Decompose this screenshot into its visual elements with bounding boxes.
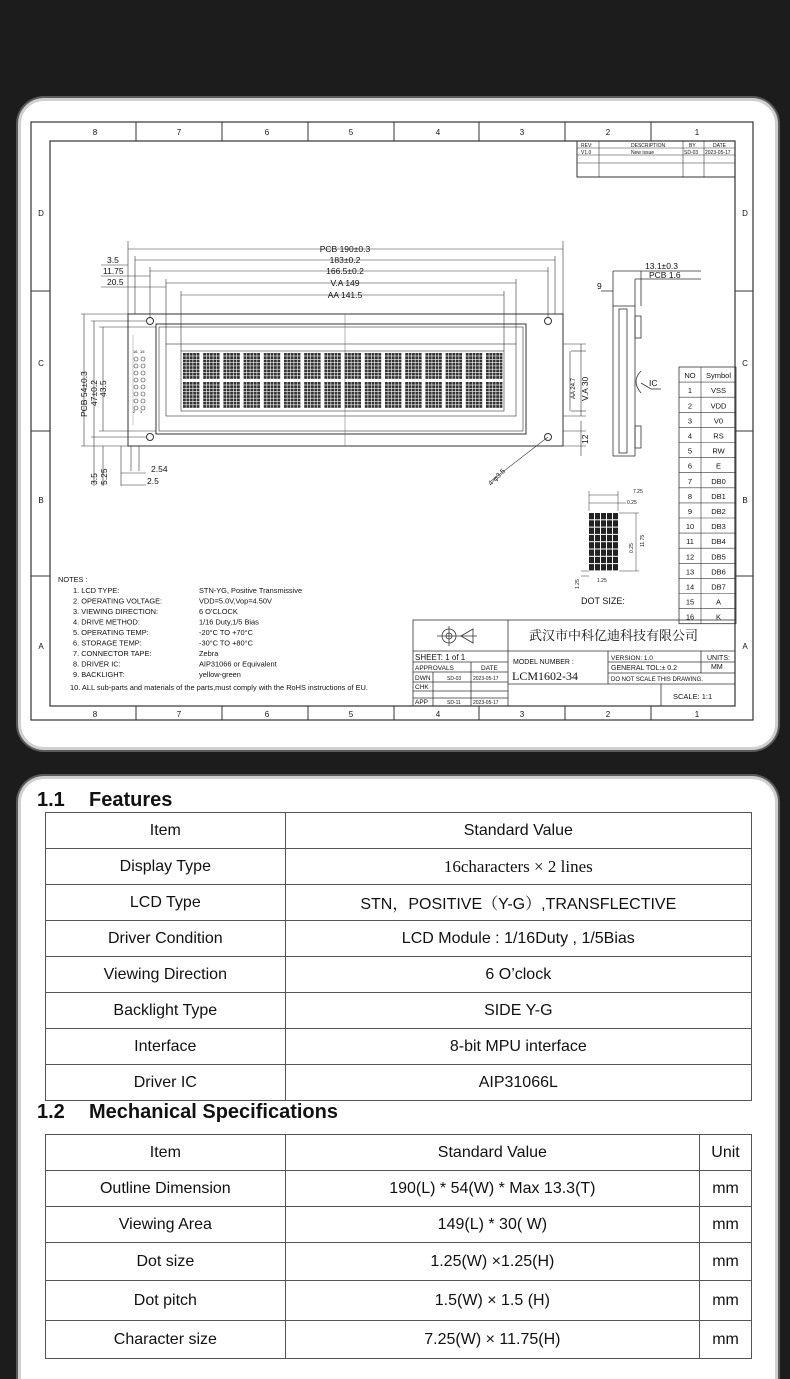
table-row bbox=[46, 1065, 752, 1101]
border-col-bottom: 8 bbox=[92, 710, 98, 719]
pin-symbol: VDD bbox=[710, 401, 727, 411]
pin-no: 2 bbox=[687, 401, 693, 411]
dot-size-v: 1.25 bbox=[575, 579, 581, 589]
note-rohs: 10. ALL sub-parts and materials of the parts,must comply with the RoHS instructions of EU. bbox=[70, 683, 368, 692]
pin-symbol: A bbox=[715, 597, 722, 607]
item-cell: Viewing Direction bbox=[46, 957, 286, 993]
table-row bbox=[46, 849, 752, 885]
table-row bbox=[46, 1321, 752, 1359]
item-cell: Dot size bbox=[46, 1243, 286, 1281]
value-cell: 190(L) * 54(W) * Max 13.3(T) bbox=[285, 1171, 699, 1207]
dim-3-5-bottom: 3.5 bbox=[89, 473, 99, 485]
header-cell: Item bbox=[46, 1135, 286, 1171]
dot-size-h: 1.25 bbox=[597, 578, 607, 584]
value-cell: STN，POSITIVE（Y-G）,TRANSFLECTIVE bbox=[285, 885, 751, 921]
value-cell: mm bbox=[700, 1171, 752, 1207]
header-cell: Item bbox=[46, 813, 286, 849]
pin1-label: 1 bbox=[140, 409, 143, 414]
item-cell: Dot pitch bbox=[46, 1281, 286, 1321]
company-name: 武汉市中科亿迪科技有限公司 bbox=[529, 628, 699, 643]
app-date: 2023-05-17 bbox=[473, 700, 499, 706]
table-row bbox=[46, 1207, 752, 1243]
dim-9: 9 bbox=[597, 281, 602, 291]
pin-symbol: DB1 bbox=[711, 491, 726, 501]
pin-no: 4 bbox=[687, 431, 693, 441]
header-cell: Standard Value bbox=[285, 813, 751, 849]
border-col-bottom: 2 bbox=[605, 710, 611, 719]
pin-symbol: DB3 bbox=[711, 522, 726, 532]
note-value: AIP31066 or Equivalent bbox=[199, 659, 277, 669]
pin-no: 16 bbox=[685, 612, 695, 622]
pin-no: 13 bbox=[685, 567, 695, 577]
features-table bbox=[45, 812, 752, 1101]
dim-43-5: 43.5 bbox=[98, 380, 108, 397]
border-col-top: 1 bbox=[694, 128, 700, 137]
dwn-by: SD-03 bbox=[447, 676, 462, 682]
app-label: APP bbox=[415, 699, 429, 706]
item-cell: LCD Type bbox=[46, 885, 286, 921]
by-value: SD-03 bbox=[684, 150, 699, 156]
pin-no: 11 bbox=[686, 537, 694, 547]
units-label: UNITS: bbox=[707, 655, 730, 662]
note-key: 7. CONNECTOR TAPE: bbox=[73, 649, 152, 658]
value-cell: 149(L) * 30( W) bbox=[285, 1207, 699, 1243]
notes bbox=[58, 575, 368, 692]
item-cell: Character size bbox=[46, 1321, 286, 1359]
table-row bbox=[46, 957, 752, 993]
table-row bbox=[46, 1281, 752, 1321]
table-row bbox=[46, 885, 752, 921]
dot-width: 7.25 bbox=[633, 489, 643, 495]
features-heading bbox=[37, 789, 172, 812]
pin-no: 14 bbox=[685, 582, 695, 592]
note-key: 9. BACKLIGHT: bbox=[73, 670, 125, 679]
border-col-bottom: 7 bbox=[176, 710, 182, 719]
dot-gap: 0.25 bbox=[627, 500, 637, 506]
pin-symbol: RW bbox=[712, 446, 725, 456]
header-cell: Unit bbox=[700, 1135, 752, 1171]
mechanical-title: Mechanical Specifications bbox=[89, 1101, 338, 1123]
table-row bbox=[46, 993, 752, 1029]
item-cell: Driver IC bbox=[46, 1065, 286, 1101]
pin-symbol: DB0 bbox=[711, 476, 726, 486]
model-number-label: MODEL NUMBER : bbox=[513, 659, 574, 666]
pin-no: 3 bbox=[687, 416, 693, 426]
dim-2-54: 2.54 bbox=[151, 464, 168, 474]
value-cell: 6 O’clock bbox=[285, 957, 751, 993]
date-value: 2023-05-17 bbox=[705, 150, 731, 156]
dim-5-25: 5.25 bbox=[99, 468, 109, 485]
note-value: -30°C TO +80°C bbox=[199, 638, 253, 648]
table-row bbox=[46, 921, 752, 957]
value-cell: 7.25(W) × 11.75(H) bbox=[285, 1321, 699, 1359]
dim-va-149: V.A 149 bbox=[330, 278, 360, 288]
border-col-bottom: 6 bbox=[264, 710, 270, 719]
date-header: DATE bbox=[713, 143, 726, 149]
item-cell: Display Type bbox=[46, 849, 286, 885]
value-cell: AIP31066L bbox=[285, 1065, 751, 1101]
note-value: -20°C TO +70°C bbox=[199, 628, 253, 637]
pin-symbol: DB2 bbox=[711, 507, 726, 516]
note-value: 1/16 Duty,1/5 Bias bbox=[199, 617, 259, 627]
border-col-top: 5 bbox=[348, 128, 354, 137]
spec-card bbox=[18, 776, 778, 1379]
border-row-left: A bbox=[38, 642, 44, 651]
value-cell: LCD Module : 1/16Duty , 1/5Bias bbox=[285, 921, 751, 957]
dim-aa-24-7: AA 24.7 bbox=[571, 377, 577, 399]
dot-size-caption: DOT SIZE: bbox=[581, 596, 625, 606]
pin-no: 6 bbox=[687, 461, 693, 471]
chk-label: CHK bbox=[415, 684, 429, 691]
ic-label: IC bbox=[649, 378, 658, 388]
dim-20-5: 20.5 bbox=[107, 277, 124, 287]
note-key: 3. VIEWING DIRECTION: bbox=[73, 607, 158, 616]
value-cell: mm bbox=[700, 1321, 752, 1359]
dim-hole: 4-φ3.5 bbox=[487, 467, 507, 488]
dot-height: 11.75 bbox=[640, 534, 646, 547]
border-col-top: 3 bbox=[519, 128, 525, 137]
value-cell: mm bbox=[700, 1281, 752, 1321]
pin-symbol: DB5 bbox=[711, 552, 726, 562]
dot-gap-v: 0.25 bbox=[629, 543, 635, 553]
value-cell: SIDE Y-G bbox=[285, 993, 751, 1029]
border-col-bottom: 3 bbox=[519, 710, 525, 719]
note-value: VDD=5.0V,Vop=4.50V bbox=[199, 596, 272, 606]
note-key: 5. OPERATING TEMP: bbox=[73, 628, 149, 637]
pin-symbol: K bbox=[715, 612, 722, 622]
item-cell: Backlight Type bbox=[46, 993, 286, 1029]
version-label: VERSION: 1.0 bbox=[611, 655, 653, 662]
app-by: SD-11 bbox=[447, 700, 461, 706]
border-col-bottom: 5 bbox=[348, 710, 354, 719]
note-value: Zebra bbox=[199, 649, 219, 658]
note-key: 4. DRIVE METHOD: bbox=[73, 617, 140, 627]
pin-symbol: VSS bbox=[710, 386, 727, 396]
dim-aa-141: AA 141.5 bbox=[327, 290, 363, 300]
dim-thickness: 13.1±0.3 bbox=[645, 261, 679, 271]
units-value: MM bbox=[711, 664, 723, 671]
approvals-label: APPROVALS bbox=[415, 665, 454, 672]
border-row-right: D bbox=[742, 209, 748, 218]
note-key: 1. LCD TYPE: bbox=[73, 586, 120, 595]
tolerance-label: GENERAL TOL:± 0.2 bbox=[611, 665, 677, 672]
border-row-right: C bbox=[742, 359, 748, 368]
rev-header: REV: bbox=[581, 143, 593, 149]
pin-no: 10 bbox=[685, 522, 695, 532]
dwn-label: DWN bbox=[415, 675, 431, 682]
pin-no: 15 bbox=[685, 597, 695, 607]
dim-2-5: 2.5 bbox=[147, 476, 159, 486]
dim-pcb-thickness: PCB 1.6 bbox=[649, 270, 681, 280]
dim-pcb-width: PCB 190±0.3 bbox=[319, 244, 371, 254]
note-value: STN-YG, Positive Transmissive bbox=[199, 586, 303, 595]
pin15-label: 15 bbox=[140, 349, 145, 354]
item-cell: Viewing Area bbox=[46, 1207, 286, 1243]
lcd-side-view bbox=[601, 271, 701, 456]
dwn-date: 2023-05-17 bbox=[473, 676, 499, 682]
border-row-left: C bbox=[38, 359, 44, 368]
pin-symbol: V0 bbox=[713, 416, 724, 426]
features-title: Features bbox=[89, 789, 173, 811]
border-col-top: 8 bbox=[92, 128, 98, 137]
scale-label: SCALE: 1:1 bbox=[673, 692, 713, 701]
pin2-label: 2 bbox=[133, 409, 136, 414]
drawing-card bbox=[18, 98, 778, 750]
note-key: 8. DRIVER IC: bbox=[73, 659, 121, 669]
desc-header: DESCRIPTION bbox=[631, 143, 666, 149]
border-col-bottom: 1 bbox=[694, 710, 700, 719]
dim-va-30: V.A 30 bbox=[580, 376, 590, 401]
note-key: 2. OPERATING VOLTAGE: bbox=[73, 596, 163, 606]
pin-symbol: DB6 bbox=[711, 567, 726, 577]
item-cell: Driver Condition bbox=[46, 921, 286, 957]
dim-3-5: 3.5 bbox=[107, 255, 119, 265]
by-header: BY bbox=[689, 143, 696, 149]
header-row bbox=[46, 1135, 752, 1171]
model-number: LCM1602-34 bbox=[512, 669, 578, 683]
note-value: 6 O'CLOCK bbox=[199, 607, 238, 616]
pin-no: 1 bbox=[687, 386, 693, 396]
border-col-top: 7 bbox=[176, 128, 182, 137]
date-label: DATE bbox=[481, 665, 498, 672]
lcd-front-view bbox=[128, 314, 563, 446]
pin-no: 8 bbox=[687, 491, 693, 501]
desc-value: New issue bbox=[631, 150, 655, 156]
pin-symbol: E bbox=[715, 461, 722, 471]
pin-no: 5 bbox=[687, 446, 693, 456]
dim-11-75: 11.75 bbox=[103, 266, 124, 276]
pin-no: 12 bbox=[685, 552, 695, 562]
table-row bbox=[46, 1243, 752, 1281]
notes-title: NOTES : bbox=[58, 575, 88, 584]
pin-symbol: DB7 bbox=[711, 582, 726, 592]
value-cell: mm bbox=[700, 1207, 752, 1243]
item-cell: Interface bbox=[46, 1029, 286, 1065]
pin-symbol: RS bbox=[713, 431, 724, 441]
item-cell: Outline Dimension bbox=[46, 1171, 286, 1207]
features-number: 1.1 bbox=[37, 789, 65, 811]
pin-symbol: DB4 bbox=[711, 537, 726, 547]
mechanical-table bbox=[45, 1134, 752, 1359]
pin-table bbox=[679, 367, 736, 624]
border-row-right: B bbox=[742, 496, 748, 505]
header-row bbox=[46, 813, 752, 849]
border-row-left: D bbox=[38, 209, 44, 218]
value-cell: 16characters × 2 lines bbox=[285, 849, 751, 885]
mechanical-drawing bbox=[21, 101, 769, 741]
no-scale-note: DO NOT SCALE THIS DRAWING. bbox=[611, 677, 703, 683]
border-col-top: 6 bbox=[264, 128, 270, 137]
dim-166: 166.5±0.2 bbox=[326, 266, 364, 276]
mechanical-number: 1.2 bbox=[37, 1101, 65, 1123]
pin-no-header: NO bbox=[684, 371, 696, 381]
dim-pcb-height: PCB 54±0.3 bbox=[79, 371, 89, 417]
value-cell: 8-bit MPU interface bbox=[285, 1029, 751, 1065]
pin16-label: 16 bbox=[133, 349, 138, 354]
sheet-label: SHEET: 1 of 1 bbox=[415, 653, 466, 662]
pin-symbol-header: Symbol bbox=[705, 371, 732, 381]
border-col-top: 2 bbox=[605, 128, 611, 137]
mechanical-heading bbox=[37, 1101, 338, 1124]
dim-183: 183±0.2 bbox=[329, 255, 361, 265]
border-col-top: 4 bbox=[435, 128, 441, 137]
pin-no: 9 bbox=[687, 507, 693, 516]
revision-table bbox=[577, 141, 735, 177]
value-cell: 1.25(W) ×1.25(H) bbox=[285, 1243, 699, 1281]
rev-value: V1.0 bbox=[581, 150, 592, 156]
note-key: 6. STORAGE TEMP: bbox=[73, 638, 142, 648]
table-row bbox=[46, 1029, 752, 1065]
dim-47: 47±0.2 bbox=[89, 380, 99, 406]
pin-no: 7 bbox=[687, 476, 693, 486]
value-cell: mm bbox=[700, 1243, 752, 1281]
border-row-left: B bbox=[38, 496, 44, 505]
border-row-right: A bbox=[742, 642, 748, 651]
dot-detail bbox=[575, 489, 646, 606]
border-col-bottom: 4 bbox=[435, 710, 441, 719]
note-value: yellow-green bbox=[199, 670, 241, 679]
dim-12: 12 bbox=[580, 434, 590, 444]
header-cell: Standard Value bbox=[285, 1135, 699, 1171]
value-cell: 1.5(W) × 1.5 (H) bbox=[285, 1281, 699, 1321]
table-row bbox=[46, 1171, 752, 1207]
